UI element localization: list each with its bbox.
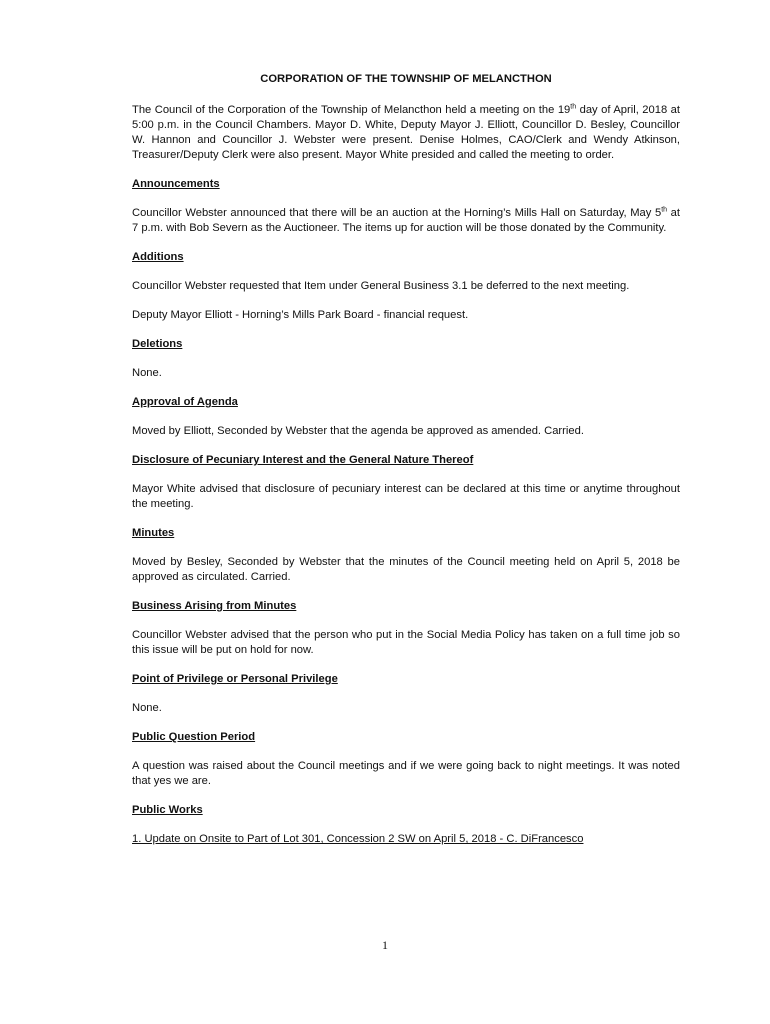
business-arising-heading: Business Arising from Minutes [132, 600, 297, 612]
intro-text-start: The Council of the Corporation of the Township of Melancthon held a meeting on the 19 [132, 104, 571, 116]
deletions-heading: Deletions [132, 338, 183, 350]
page-number: 1 [382, 938, 388, 952]
additions-heading: Additions [132, 251, 184, 263]
announcements-superscript: th [661, 206, 668, 214]
business-arising-text: Councillor Webster advised that the person who put in the Social Media Policy has taken on a full time job so this issue will be put on hold for now. [132, 629, 680, 656]
additions-item: Deputy Mayor Elliott - Horning’s Mills Park Board - financial request. [132, 309, 469, 321]
minutes-text: Moved by Besley, Seconded by Webster that the minutes of the Council meeting held on April 5, 2018 be approved as circulated. Carried. [132, 556, 680, 583]
public-question-text: A question was raised about the Council meetings and if we were going back to night meetings. It was noted that yes we are. [132, 760, 680, 787]
disclosure-text: Mayor White advised that disclosure of pecuniary interest can be declared at this time or anytime throughout the meeting. [132, 483, 680, 510]
announcements-text-end: at 7 p.m. with Bob Severn as the Auctioneer. The items up for auction will be those donated by the Community. [132, 207, 680, 234]
privilege-heading: Point of Privilege or Personal Privilege [132, 673, 338, 685]
intro-text-end: day of April, 2018 at 5:00 p.m. in the Council Chambers. Mayor D. White, Deputy Mayor J. Elliott, Councillor D. Besley, Councillor W. Hannon and Councillor J. Webster were present. Denise Holmes, CAO/Clerk and Wendy Atkinson, Treasurer/Deputy Clerk were also present. Mayor White presided and called the meeting to order. [132, 104, 680, 161]
announcements-paragraph [132, 206, 680, 236]
intro-superscript: th [570, 103, 577, 111]
announcements-text-start: Councillor Webster announced that there will be an auction at the Horning’s Mills Hall on Saturday, May 5 [132, 207, 662, 219]
announcements-heading: Announcements [132, 178, 220, 190]
document-title: CORPORATION OF THE TOWNSHIP OF MELANCTHON [260, 73, 552, 85]
public-works-item: 1. Update on Onsite to Part of Lot 301, Concession 2 SW on April 5, 2018 - C. DiFrancesco [132, 833, 584, 845]
minutes-heading: Minutes [132, 527, 175, 539]
public-question-heading: Public Question Period [132, 731, 256, 743]
public-works-heading: Public Works [132, 804, 203, 816]
deletions-text: None. [132, 367, 162, 379]
approval-heading: Approval of Agenda [132, 396, 238, 408]
disclosure-heading: Disclosure of Pecuniary Interest and the General Nature Thereof [132, 454, 474, 466]
approval-text: Moved by Elliott, Seconded by Webster that the agenda be approved as amended. Carried. [132, 425, 584, 437]
additions-item: Councillor Webster requested that Item under General Business 3.1 be deferred to the next meeting. [132, 280, 630, 292]
privilege-text: None. [132, 702, 162, 714]
intro-paragraph [132, 103, 680, 163]
